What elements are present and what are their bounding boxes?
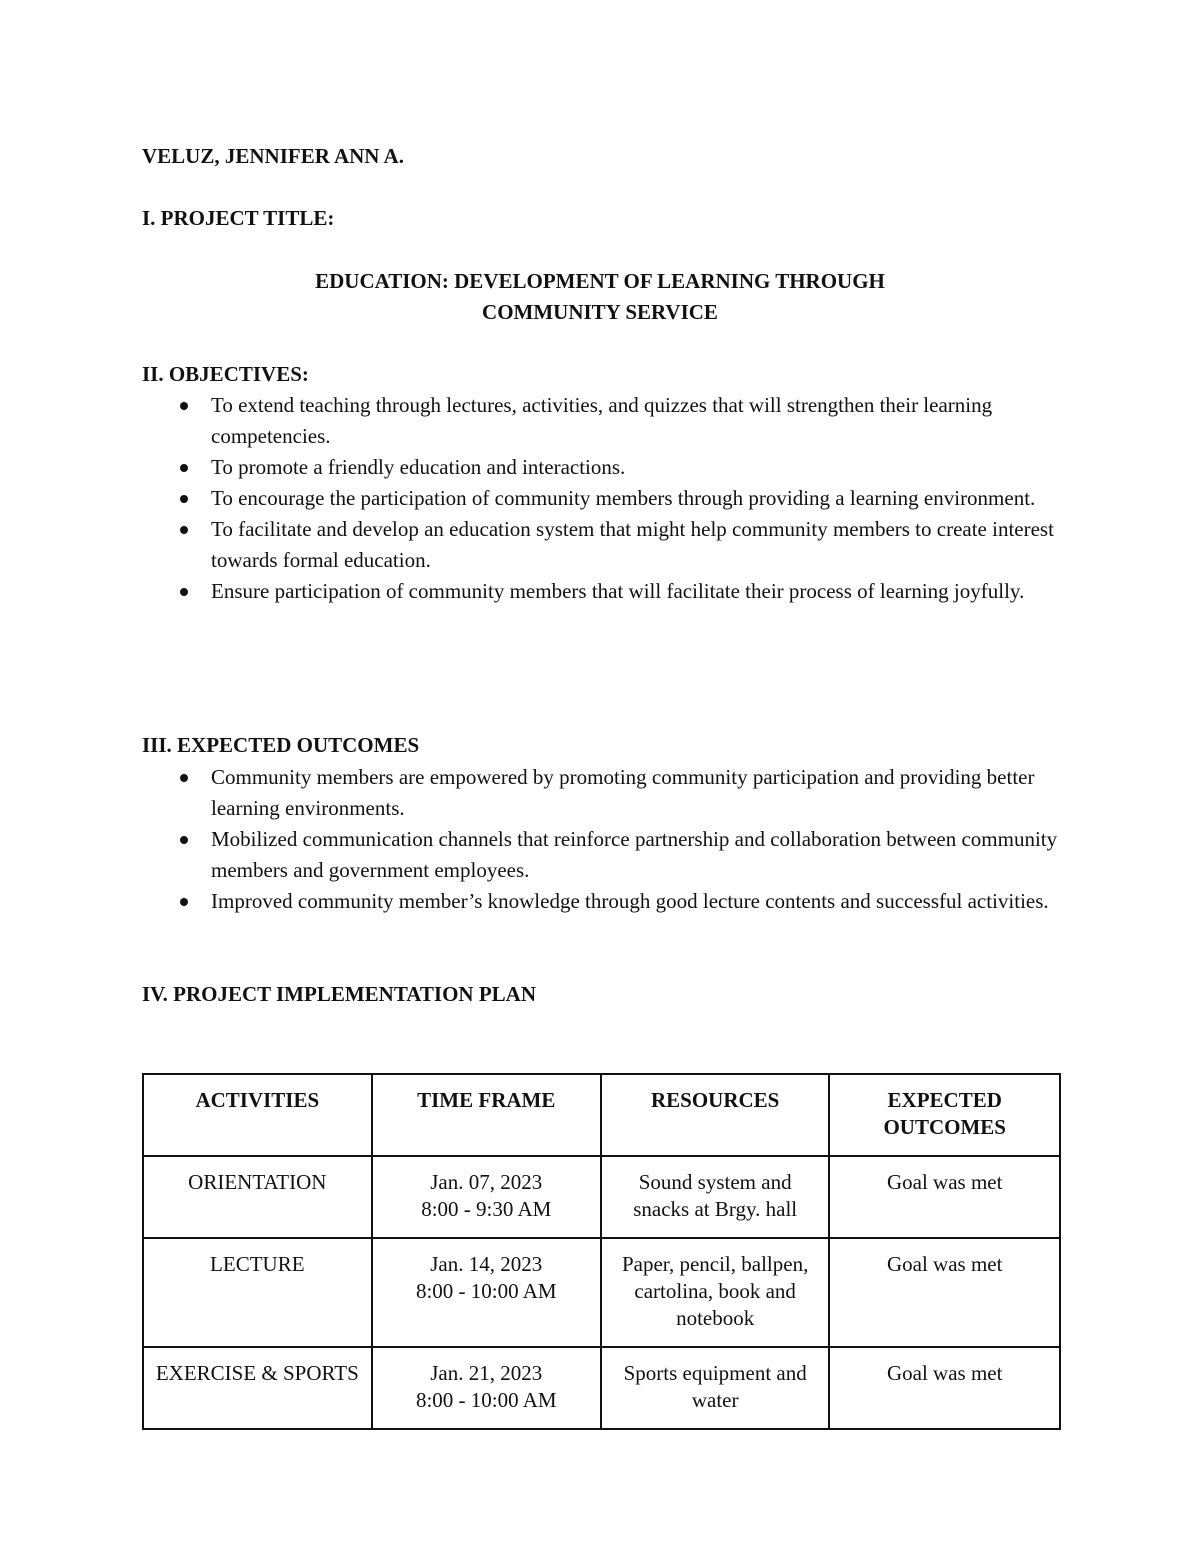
- outcome-text: Community members are empowered by promoting community participation and providing better learning environments.: [211, 765, 1035, 820]
- table-header-row: [143, 1074, 1060, 1156]
- time-frame-cell: [372, 1347, 601, 1429]
- objective-text: To extend teaching through lectures, activities, and quizzes that will strengthen their learning competencies.: [211, 393, 993, 448]
- column-header: ACTIVITIES: [143, 1074, 372, 1156]
- bullet-icon: [180, 464, 188, 472]
- objectives-heading: II. OBJECTIVES:: [142, 362, 309, 386]
- table-row: [143, 1238, 1060, 1347]
- time-text: 8:00 - 10:00 AM: [415, 1388, 557, 1412]
- date-text: Jan. 07, 2023: [430, 1170, 543, 1194]
- time-text: 8:00 - 10:00 AM: [415, 1279, 557, 1303]
- outcome-cell: Goal was met: [829, 1347, 1060, 1429]
- author-name: VELUZ, JENNIFER ANN A.: [142, 144, 404, 168]
- bullet-icon: [180, 526, 188, 534]
- column-header: RESOURCES: [601, 1074, 830, 1156]
- project-title-line-1: EDUCATION: DEVELOPMENT OF LEARNING THROUGH: [315, 269, 885, 293]
- outcome-cell: Goal was met: [829, 1238, 1060, 1347]
- objective-text: To promote a friendly education and interactions.: [211, 455, 626, 479]
- outcome-cell: Goal was met: [829, 1156, 1060, 1238]
- activity-cell: LECTURE: [143, 1238, 372, 1347]
- column-header: TIME FRAME: [372, 1074, 601, 1156]
- table-row: [143, 1347, 1060, 1429]
- activity-cell: ORIENTATION: [143, 1156, 372, 1238]
- list-item: [142, 576, 1072, 607]
- bullet-icon: [180, 588, 188, 596]
- project-title: [0, 266, 1200, 328]
- outcomes-list: [142, 762, 1072, 917]
- date-text: Jan. 21, 2023: [430, 1361, 543, 1385]
- bullet-icon: [180, 402, 188, 410]
- time-frame-cell: [372, 1238, 601, 1347]
- implementation-plan-table: [142, 1073, 1061, 1430]
- outcome-text: Mobilized communication channels that reinforce partnership and collaboration between community members and government employees.: [211, 827, 1058, 882]
- list-item: [142, 514, 1072, 576]
- list-item: [142, 824, 1072, 886]
- objectives-list: [142, 390, 1072, 607]
- project-title-heading: I. PROJECT TITLE:: [142, 206, 335, 230]
- implementation-plan-heading: IV. PROJECT IMPLEMENTATION PLAN: [142, 982, 536, 1006]
- time-frame-cell: [372, 1156, 601, 1238]
- list-item: [142, 390, 1072, 452]
- bullet-icon: [180, 836, 188, 844]
- objective-text: To encourage the participation of community members through providing a learning environment.: [211, 486, 1036, 510]
- bullet-icon: [180, 774, 188, 782]
- project-title-line-2: COMMUNITY SERVICE: [482, 300, 718, 324]
- list-item: [142, 886, 1072, 917]
- objective-text: To facilitate and develop an education system that might help community members to create interest towards formal education.: [211, 517, 1054, 572]
- date-text: Jan. 14, 2023: [430, 1252, 543, 1276]
- objective-text: Ensure participation of community members that will facilitate their process of learning joyfully.: [211, 579, 1025, 603]
- resources-cell: Sound system and snacks at Brgy. hall: [601, 1156, 830, 1238]
- bullet-icon: [180, 898, 188, 906]
- list-item: [142, 483, 1072, 514]
- bullet-icon: [180, 495, 188, 503]
- table-row: [143, 1156, 1060, 1238]
- list-item: [142, 452, 1072, 483]
- expected-outcomes-heading: III. EXPECTED OUTCOMES: [142, 733, 420, 757]
- time-text: 8:00 - 9:30 AM: [421, 1197, 552, 1221]
- outcome-text: Improved community member’s knowledge through good lecture contents and successful activities.: [211, 889, 1049, 913]
- resources-cell: Paper, pencil, ballpen, cartolina, book and notebook: [601, 1238, 830, 1347]
- column-header: EXPECTED OUTCOMES: [829, 1074, 1060, 1156]
- activity-cell: EXERCISE & SPORTS: [143, 1347, 372, 1429]
- list-item: [142, 762, 1072, 824]
- resources-cell: Sports equipment and water: [601, 1347, 830, 1429]
